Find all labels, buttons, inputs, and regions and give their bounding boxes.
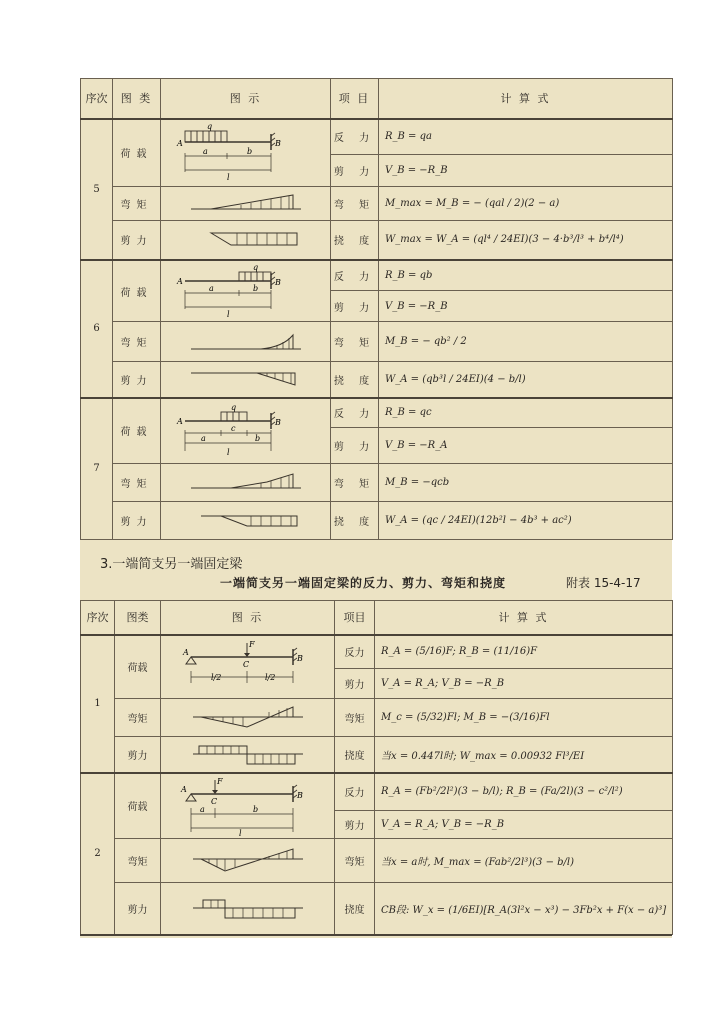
moment-diagram-6 <box>161 322 331 362</box>
category-load: 荷载 <box>115 773 161 839</box>
formula-deflection: W_A = (qb³l / 24EI)(4 − b/l) <box>379 362 673 398</box>
svg-text:A: A <box>182 647 189 657</box>
svg-text:c: c <box>230 423 235 433</box>
formula-deflection: W_max = W_A = (ql⁴ / 24EI)(3 − 4·b³/l³ + b⁴/l⁴) <box>379 220 673 260</box>
item-reaction: 反 力 <box>331 260 379 291</box>
category-load: 荷载 <box>113 119 161 187</box>
item-deflection: 挠 度 <box>331 362 379 398</box>
svg-text:C: C <box>210 796 217 806</box>
svg-text:l: l <box>238 828 242 838</box>
svg-text:q: q <box>206 121 212 131</box>
category-load: 荷载 <box>115 635 161 699</box>
table-title: 一端简支另一端固定梁的反力、剪力、弯矩和挠度 <box>220 576 507 590</box>
formula-reaction: R_B = qc <box>379 398 673 428</box>
svg-text:B: B <box>274 278 281 287</box>
moment-diagram-t2-1 <box>161 699 335 737</box>
header-item: 项目 <box>335 601 375 635</box>
formula-shear: V_B = −R_B <box>379 291 673 322</box>
item-reaction: 反力 <box>335 773 375 811</box>
formula-shear: V_A = R_A; V_B = −R_B <box>375 811 673 839</box>
seq-6: 6 <box>81 260 113 398</box>
item-moment: 弯矩 <box>335 699 375 737</box>
header-calc: 计 算 式 <box>379 79 673 119</box>
formula-deflection: CB段: W_x = (1/6EI)[R_A(3l²x − x³) − 3Fb²x + F(x − a)³] <box>375 883 673 935</box>
item-shear: 剪力 <box>335 669 375 699</box>
header-item: 项 目 <box>331 79 379 119</box>
category-shear: 剪力 <box>115 737 161 773</box>
shear-diagram-5 <box>161 220 331 260</box>
formula-reaction: R_A = (Fb²/2l²)(3 − b/l); R_B = (Fa/2l)(3 − c²/l²) <box>375 773 673 811</box>
svg-text:l: l <box>226 447 230 457</box>
svg-text:F: F <box>248 639 255 649</box>
category-moment: 弯矩 <box>115 699 161 737</box>
svg-text:q: q <box>252 263 258 272</box>
seq-5: 5 <box>81 119 113 261</box>
category-moment: 弯矩 <box>115 839 161 883</box>
svg-text:A: A <box>180 784 187 794</box>
formula-moment: M_B = − qb² / 2 <box>379 322 673 362</box>
category-shear: 剪力 <box>113 502 161 540</box>
load-diagram-5 <box>161 119 331 187</box>
header-seq: 序次 <box>81 79 113 119</box>
item-deflection: 挠 度 <box>331 502 379 540</box>
load-diagram-t2-2 <box>161 773 335 839</box>
beam-table-upper <box>80 78 673 540</box>
header-category: 图 类 <box>113 79 161 119</box>
formula-moment: M_max = M_B = − (qal / 2)(2 − a) <box>379 186 673 220</box>
formula-moment: 当x = a时, M_max = (Fab²/2l³)(3 − b/l) <box>375 839 673 883</box>
svg-text:A: A <box>176 138 183 148</box>
svg-text:F: F <box>216 776 223 786</box>
header-category: 图类 <box>115 601 161 635</box>
item-moment: 弯 矩 <box>331 186 379 220</box>
formula-shear: V_A = R_A; V_B = −R_B <box>375 669 673 699</box>
shear-diagram-t2-2 <box>161 883 335 935</box>
svg-text:a: a <box>200 433 206 443</box>
moment-diagram-t2-2 <box>161 839 335 883</box>
svg-text:b: b <box>252 284 258 293</box>
category-moment: 弯矩 <box>113 186 161 220</box>
item-moment: 弯矩 <box>335 839 375 883</box>
item-deflection: 挠度 <box>335 883 375 935</box>
category-moment: 弯矩 <box>113 464 161 502</box>
item-reaction: 反 力 <box>331 119 379 155</box>
header-figure: 图 示 <box>161 601 335 635</box>
svg-text:b: b <box>254 433 260 443</box>
svg-text:q: q <box>230 402 236 412</box>
formula-reaction: R_B = qb <box>379 260 673 291</box>
shear-diagram-7 <box>161 502 331 540</box>
formula-reaction: R_A = (5/16)F; R_B = (11/16)F <box>375 635 673 669</box>
category-shear: 剪力 <box>113 362 161 398</box>
formula-deflection: 当x = 0.447l时; W_max = 0.00932 Fl³/EI <box>375 737 673 773</box>
formula-deflection: W_A = (qc / 24EI)(12b²l − 4b³ + ac²) <box>379 502 673 540</box>
svg-text:l/2: l/2 <box>264 672 275 682</box>
item-deflection: 挠度 <box>335 737 375 773</box>
header-figure: 图 示 <box>161 79 331 119</box>
formula-moment: M_c = (5/32)Fl; M_B = −(3/16)Fl <box>375 699 673 737</box>
table-number: 附表 15-4-17 <box>566 576 641 590</box>
item-shear: 剪 力 <box>331 291 379 322</box>
moment-diagram-5 <box>161 186 331 220</box>
load-diagram-7 <box>161 398 331 464</box>
svg-text:A: A <box>176 277 183 286</box>
moment-diagram-7 <box>161 464 331 502</box>
formula-moment: M_B = −qcb <box>379 464 673 502</box>
category-load: 荷载 <box>113 398 161 464</box>
item-shear: 剪 力 <box>331 155 379 186</box>
bottom-rule <box>80 934 672 936</box>
formula-shear: V_B = −R_A <box>379 428 673 464</box>
item-reaction: 反 力 <box>331 398 379 428</box>
load-diagram-t2-1 <box>161 635 335 699</box>
seq-7: 7 <box>81 398 113 540</box>
formula-shear: V_B = −R_B <box>379 155 673 186</box>
svg-text:B: B <box>274 417 281 427</box>
svg-text:a: a <box>208 284 214 293</box>
svg-text:b: b <box>246 146 252 156</box>
svg-text:A: A <box>176 416 183 426</box>
item-shear: 剪 力 <box>331 428 379 464</box>
load-diagram-6 <box>161 260 331 322</box>
svg-text:B: B <box>296 653 303 663</box>
item-deflection: 挠 度 <box>331 220 379 260</box>
svg-text:l: l <box>226 310 230 319</box>
beam-table-lower <box>80 600 673 935</box>
svg-text:B: B <box>274 138 281 148</box>
formula-reaction: R_B = qa <box>379 119 673 155</box>
category-shear: 剪力 <box>115 883 161 935</box>
category-shear: 剪力 <box>113 220 161 260</box>
section-title: 3.一端简支另一端固定梁 <box>100 557 243 572</box>
item-shear: 剪力 <box>335 811 375 839</box>
svg-text:l: l <box>226 172 230 182</box>
header-seq: 序次 <box>81 601 115 635</box>
category-moment: 弯矩 <box>113 322 161 362</box>
seq-2: 2 <box>81 773 115 935</box>
svg-text:a: a <box>199 804 205 814</box>
item-moment: 弯 矩 <box>331 322 379 362</box>
item-reaction: 反力 <box>335 635 375 669</box>
header-calc: 计 算 式 <box>375 601 673 635</box>
item-moment: 弯 矩 <box>331 464 379 502</box>
svg-text:B: B <box>296 790 303 800</box>
svg-text:l/2: l/2 <box>210 672 221 682</box>
shear-diagram-t2-1 <box>161 737 335 773</box>
category-load: 荷载 <box>113 260 161 322</box>
svg-text:C: C <box>242 659 249 669</box>
seq-1: 1 <box>81 635 115 773</box>
shear-diagram-6 <box>161 362 331 398</box>
svg-text:b: b <box>252 804 258 814</box>
svg-text:a: a <box>202 146 208 156</box>
